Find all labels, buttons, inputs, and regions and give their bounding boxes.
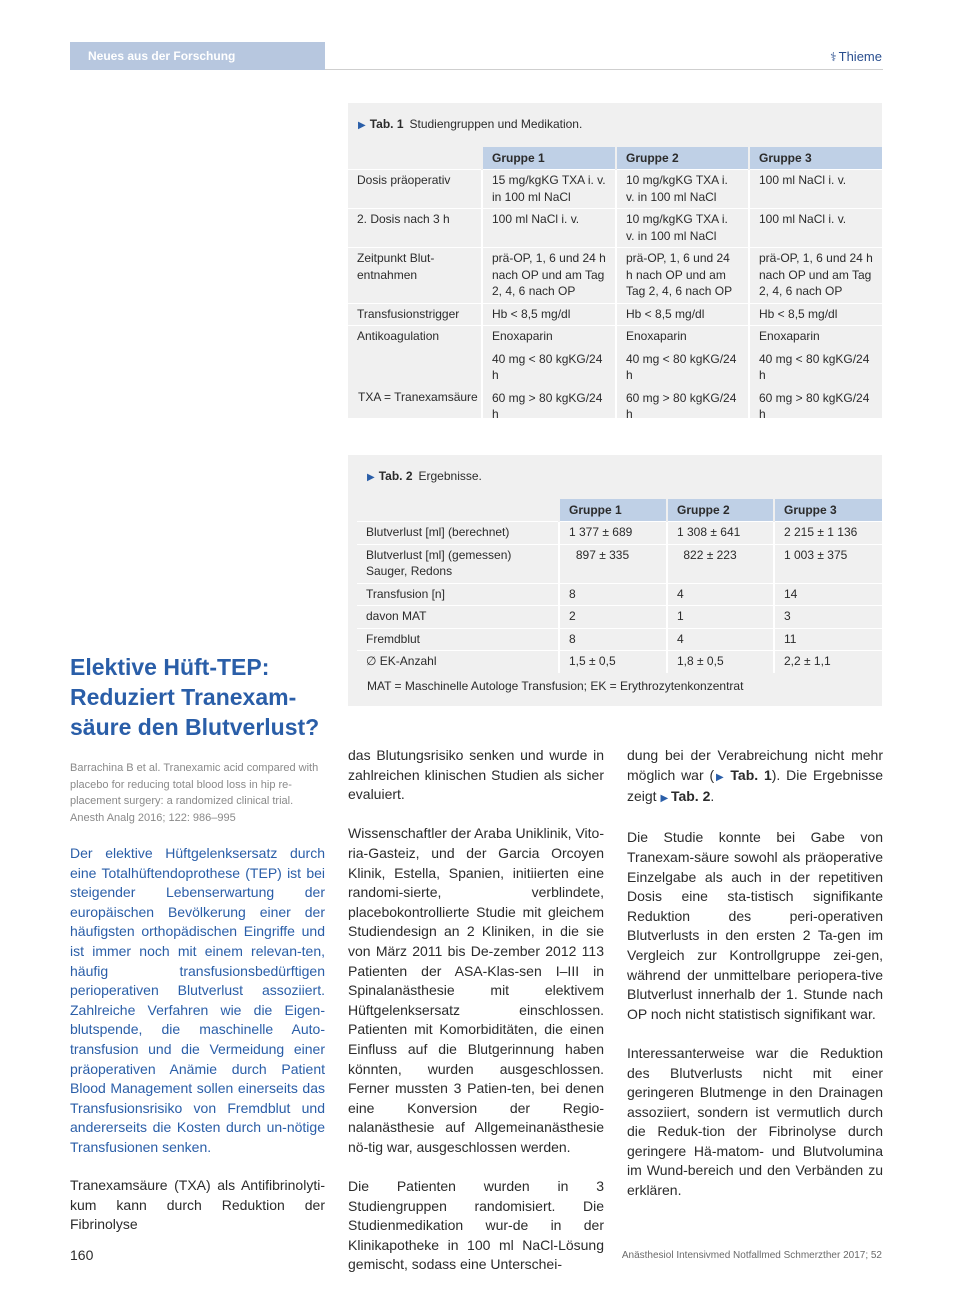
table-cell: Transfusionstrigger xyxy=(348,303,482,326)
table-2 xyxy=(357,499,882,673)
table-row xyxy=(357,583,882,606)
table-row xyxy=(348,209,882,248)
table-cell: Blutverlust [ml] (berechnet) xyxy=(357,522,559,545)
table-cell xyxy=(348,348,482,387)
table-cell: 100 ml NaCl i. v. xyxy=(482,209,616,248)
header-rule xyxy=(325,69,883,70)
table-cell: Enoxaparin xyxy=(482,326,616,349)
table-cell: 11 xyxy=(774,628,882,651)
table-1-label: Tab. 1 xyxy=(369,117,404,131)
table-cell: prä-OP, 1, 6 und 24 h nach OP und am Tag 2, 4, 6 nach OP xyxy=(616,248,749,304)
table-cell: 1 003 ± 375 xyxy=(774,544,882,583)
middle-column xyxy=(348,746,604,1275)
table-row xyxy=(357,606,882,629)
table-cell: 40 mg < 80 kgKG/24 h xyxy=(749,348,882,387)
table-cell: 100 ml NaCl i. v. xyxy=(749,170,882,209)
table-cell: Hb < 8,5 mg/dl xyxy=(482,303,616,326)
table-cell: 2 215 ± 1 136 xyxy=(774,522,882,545)
table-1 xyxy=(348,147,882,426)
table-cell: Dosis präoperativ xyxy=(348,170,482,209)
table-header-cell: Gruppe 3 xyxy=(774,499,882,522)
table-cell: 10 mg/kgKG TXA i. v. in 100 ml NaCl xyxy=(616,170,749,209)
table-cell: 14 xyxy=(774,583,882,606)
table-1-title: Studiengruppen und Medikation. xyxy=(409,117,583,131)
publisher-name: Thieme xyxy=(838,49,882,64)
table-cell: Hb < 8,5 mg/dl xyxy=(749,303,882,326)
table-cell: 60 mg > 80 kgKG/24 h xyxy=(482,387,616,426)
table-cell: 4 xyxy=(667,628,774,651)
table-cell: 2. Dosis nach 3 h xyxy=(348,209,482,248)
publisher-logo xyxy=(830,49,882,64)
arrow-icon: ▶ xyxy=(714,771,731,783)
paragraph-text: . xyxy=(710,788,715,805)
table-header-cell: Gruppe 1 xyxy=(559,499,667,522)
table-cell: 4 xyxy=(667,583,774,606)
table-1-footnote: TXA = Tranexamsäure xyxy=(358,390,478,404)
paragraph-text: ). Die Ergebnisse zeigt xyxy=(627,766,883,805)
table-cell: 897 ± 335 xyxy=(559,544,667,583)
paragraph-text: dung bei der Verabreichung nicht mehr möglich war ( xyxy=(627,747,883,783)
table-row xyxy=(348,248,882,304)
table-header-cell: Gruppe 1 xyxy=(482,147,616,170)
right-column xyxy=(627,746,883,1201)
thieme-icon: ⚕ xyxy=(830,50,837,64)
table-1-caption xyxy=(358,117,582,131)
table-cell: 1 377 ± 689 xyxy=(559,522,667,545)
arrow-icon: ▶ xyxy=(367,472,375,483)
table-cell: 822 ± 223 xyxy=(667,544,774,583)
table-cell: davon MAT xyxy=(357,606,559,629)
table-row xyxy=(357,628,882,651)
article-reference: Barrachina B et al. Tranexamic acid compared with placebo for reducing total blood loss in hip re-placement surgery: a randomized clinical trial. Anesth Analg 2016; 122: 986–995 xyxy=(70,762,319,824)
article-title: Elektive Hüft-TEP: Reduziert Tranexam-säure den Blutverlust? xyxy=(70,654,320,740)
table-1-header-row xyxy=(348,147,882,170)
paragraph: Wissenschaftler der Araba Uniklinik, Vito-ria-Gasteiz, und der Garcia Orcoyen Klinik, Estella, Spanien, initiierten eine randomi-sierte, verblindete, placebokontrollierte Studie mit gleichem Studiendesign an 2 Kliniken, in die sie von März 2011 bis De-zember 2012 113 Patienten der ASA-Klas-sen I–III in Spinalanästhesie mit elektivem Hüftgelenksersatz einschlossen. Patienten mit Komorbiditäten, die einen Einfluss auf die Blutgerinnung haben könnten, wurden ausgeschlossen. Ferner mussten 3 Patien-ten, bei denen eine Konversion der Regio-nalanästhesie auf Allgemeinanästhesie nö-tig war, ausgeschlossen werden. xyxy=(348,825,604,1155)
arrow-icon: ▶ xyxy=(660,793,671,805)
journal-citation: Anästhesiol Intensivmed Notfallmed Schmerzther 2017; 52 xyxy=(621,1250,882,1261)
table-cell: Enoxaparin xyxy=(749,326,882,349)
section-label: Neues aus der Forschung xyxy=(88,49,236,63)
table-cell: 8 xyxy=(559,583,667,606)
table-2-caption xyxy=(367,469,482,483)
table-cell: 1,8 ± 0,5 xyxy=(667,651,774,673)
table-header-cell: Gruppe 2 xyxy=(616,147,749,170)
table-2-label: Tab. 2 xyxy=(378,469,413,483)
table-cell: 1 308 ± 641 xyxy=(667,522,774,545)
table-row xyxy=(348,303,882,326)
left-column-text xyxy=(70,1176,325,1235)
paragraph: Die Patienten wurden in 3 Studiengruppen randomisiert. Die Studienmedikation wur-de in der Klinikapotheke in 100 ml NaCl-Lösung gemischt, sodass eine Unterschei- xyxy=(348,1178,604,1273)
table-2-footnote: MAT = Maschinelle Autologe Transfusion; EK = Erythrozytenkonzentrat xyxy=(367,679,744,693)
table-2-title: Ergebnisse. xyxy=(418,469,482,483)
table-row xyxy=(348,170,882,209)
table-cell: 10 mg/kgKG TXA i. v. in 100 ml NaCl xyxy=(616,209,749,248)
article-abstract: Der elektive Hüftgelenksersatz durch eine Totalhüftendoprothese (TEP) ist bei steigender Lebenserwartung der europäischen Bevölkerung einer der häufigsten orthopädischen Eingriffe und ist immer noch mit einem relevan-ten, häufig transfusionsbedürftigen perioperativen Blutverlust assoziiert. Zahlreiche Verfahren wie die Eigen-blutspende, die maschinelle Auto-transfusion und die Vermeidung einer präoperativen Anämie durch Patient Blood Management sollen einerseits das Transfusionsrisiko von Fremdblut und andererseits die Kosten durch un-nötige Transfusionen senken. xyxy=(70,845,325,1155)
table-header-cell xyxy=(348,147,482,170)
table-cell: prä-OP, 1, 6 und 24 h nach OP und am Tag 2, 4, 6 nach OP xyxy=(482,248,616,304)
section-header xyxy=(70,42,325,70)
table-row xyxy=(348,326,882,349)
table-row xyxy=(357,544,882,583)
table-cell: 1,5 ± 0,5 xyxy=(559,651,667,673)
table-cell: 2,2 ± 1,1 xyxy=(774,651,882,673)
table-cell: Hb < 8,5 mg/dl xyxy=(616,303,749,326)
table-row xyxy=(357,651,882,673)
table-cell: 60 mg > 80 kgKG/24 h xyxy=(616,387,749,426)
table-cell: Fremdblut xyxy=(357,628,559,651)
table-2-reference: Tab. 2 xyxy=(670,788,711,805)
table-cell: Zeitpunkt Blut-entnahmen xyxy=(348,248,482,304)
table-cell: Blutverlust [ml] (gemessen) Sauger, Redons xyxy=(357,544,559,583)
table-1-reference: Tab. 1 xyxy=(730,766,772,783)
paragraph: das Blutungsrisiko senken und wurde in zahlreichen klinischen Studien als sicher evaluiert. xyxy=(348,747,604,803)
paragraph: Interessanterweise war die Reduktion des Blutverlusts nicht mit einer geringeren Blutmenge in den Drainagen assoziiert, sondern ist vermutlich durch die Reduk-tion der Fibrinolyse durch geringere Hä-matom- und Blutvolumina im Wund-bereich und den Verbänden zu erklären. xyxy=(627,1044,883,1199)
paragraph: Die Studie konnte bei Gabe von Tranexam-säure sowohl als präoperative Einzelgabe als auch in der repetitiven Dosis eine sta-tistisch signifikante Reduktion des peri-operativen Blutverlusts in den ersten 2 Ta-gen im Vergleich zur Kontrollgruppe zei-gen, während der unmittelbare periopera-tive Blutverlust innerhalb der 1. Stunde nach OP noch nicht statistisch signifikant war. xyxy=(627,829,883,1022)
table-header-cell: Gruppe 3 xyxy=(749,147,882,170)
table-cell: 3 xyxy=(774,606,882,629)
arrow-icon: ▶ xyxy=(358,120,366,131)
table-cell: 8 xyxy=(559,628,667,651)
table-cell: Antikoagulation xyxy=(348,326,482,349)
table-header-cell: Gruppe 2 xyxy=(667,499,774,522)
table-cell: 15 mg/kgKG TXA i. v. in 100 ml NaCl xyxy=(482,170,616,209)
page-number: 160 xyxy=(70,1247,94,1263)
table-row xyxy=(348,348,882,387)
table-cell: 40 mg < 80 kgKG/24 h xyxy=(616,348,749,387)
table-cell: prä-OP, 1, 6 und 24 h nach OP und am Tag 2, 4, 6 nach OP xyxy=(749,248,882,304)
table-cell: Transfusion [n] xyxy=(357,583,559,606)
table-header-cell xyxy=(357,499,559,522)
table-cell: 2 xyxy=(559,606,667,629)
table-2-header-row xyxy=(357,499,882,522)
table-cell: Enoxaparin xyxy=(616,326,749,349)
table-cell: ∅ EK-Anzahl xyxy=(357,651,559,673)
paragraph xyxy=(627,746,883,809)
table-cell: 40 mg < 80 kgKG/24 h xyxy=(482,348,616,387)
paragraph: Tranexamsäure (TXA) als Antifibrinolyti-kum kann durch Reduktion der Fibrinolyse xyxy=(70,1177,325,1233)
table-cell: 1 xyxy=(667,606,774,629)
table-cell: 100 ml NaCl i. v. xyxy=(749,209,882,248)
table-row xyxy=(357,522,882,545)
table-cell: 60 mg > 80 kgKG/24 h xyxy=(749,387,882,426)
